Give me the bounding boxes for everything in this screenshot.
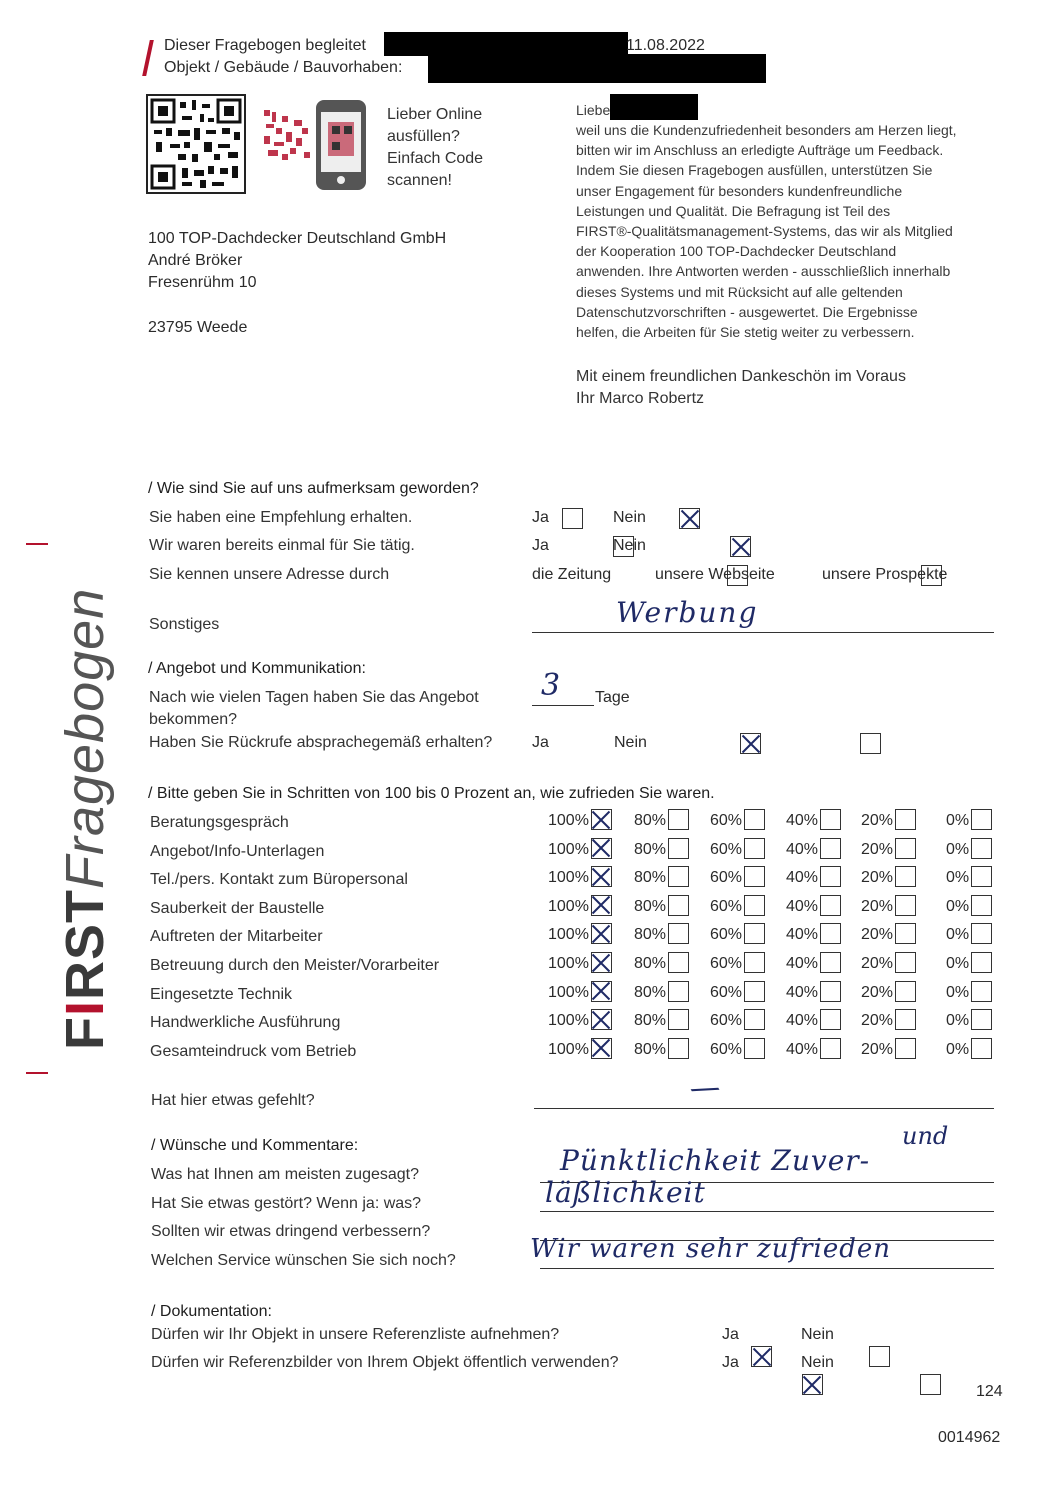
rating-option-label: 40%	[786, 926, 819, 944]
rating-option-label: 60%	[710, 869, 743, 887]
side-red-mark-bottom	[26, 1072, 48, 1074]
q1-empfehlung-ja-checkbox[interactable]	[562, 508, 583, 529]
header-date: 11.08.2022	[626, 37, 705, 54]
rating-option	[946, 955, 992, 973]
q4-answer-und[interactable]: und	[902, 1122, 949, 1150]
q4-line-2	[540, 1211, 994, 1212]
rating-checkbox[interactable]	[744, 952, 765, 973]
rating-checkbox[interactable]	[591, 1038, 612, 1059]
rating-checkbox[interactable]	[820, 1038, 841, 1059]
q4-zugesagt-label: Was hat Ihnen am meisten zugesagt?	[151, 1166, 419, 1183]
rating-checkbox[interactable]	[668, 866, 689, 887]
rating-checkbox[interactable]	[895, 923, 916, 944]
rating-checkbox[interactable]	[591, 923, 612, 944]
rating-option-label: 40%	[786, 869, 819, 887]
rating-option-label: 80%	[634, 869, 667, 887]
rating-option-label: 0%	[946, 955, 970, 973]
letter-salutation: Liebe	[576, 102, 611, 118]
q1-zeitung-label: die Zeitung	[532, 566, 612, 583]
redaction-object	[428, 54, 766, 83]
rating-option	[548, 898, 612, 916]
qr-hint-line: Einfach Code	[387, 150, 484, 167]
rating-option	[946, 898, 992, 916]
q1-bereits-label: Wir waren bereits einmal für Sie tätig.	[149, 537, 415, 554]
letter-line: helfen, die Arbeiten für Sie stetig weiter zu verbessern.	[576, 324, 915, 341]
rating-option-label: 100%	[548, 1012, 589, 1030]
rating-option-label: 20%	[861, 840, 894, 858]
rating-checkbox[interactable]	[668, 895, 689, 916]
rating-row	[0, 898, 970, 922]
q5-title: / Dokumentation:	[151, 1303, 272, 1320]
q5-referenzbilder-nein-label: Nein	[801, 1354, 834, 1371]
rating-row-label: Sauberkeit der Baustelle	[150, 899, 325, 917]
rating-option-label: 20%	[861, 898, 894, 916]
rating-option-label: 20%	[861, 1012, 894, 1030]
rating-checkbox[interactable]	[820, 838, 841, 859]
q5-referenzbilder-label: Dürfen wir Referenzbilder von Ihrem Objekt öffentlich verwenden?	[151, 1354, 619, 1371]
rating-option	[548, 984, 612, 1002]
q4-service-label: Welchen Service wünschen Sie sich noch?	[151, 1252, 456, 1269]
rating-checkbox[interactable]	[820, 952, 841, 973]
rating-row-label: Beratungsgespräch	[150, 814, 289, 831]
qr-hint-text	[387, 104, 483, 192]
q2-tage-line	[532, 705, 594, 706]
redaction-salutation	[610, 94, 698, 120]
rating-option	[786, 1012, 841, 1030]
rating-option	[861, 898, 916, 916]
rating-checkbox[interactable]	[820, 895, 841, 916]
rating-option	[710, 984, 765, 1002]
rating-option	[861, 1012, 916, 1030]
rating-option-label: 0%	[946, 840, 970, 858]
q5-referenzliste-label: Dürfen wir Ihr Objekt in unsere Referenzliste aufnehmen?	[151, 1326, 560, 1343]
rating-option-label: 40%	[786, 1012, 819, 1030]
rating-checkbox[interactable]	[971, 981, 992, 1002]
rating-checkbox[interactable]	[971, 838, 992, 859]
rating-checkbox[interactable]	[895, 809, 916, 830]
rating-row-label: Tel./pers. Kontakt zum Büropersonal	[150, 871, 408, 889]
rating-checkbox[interactable]	[591, 895, 612, 916]
rating-option-label: 0%	[946, 983, 970, 1001]
rating-option	[946, 841, 992, 859]
q1-bereits-ja-label: Ja	[532, 537, 549, 554]
header-line2: Objekt / Gebäude / Bauvorhaben:	[164, 59, 403, 76]
q2-rueckrufe-label: Haben Sie Rückrufe absprachegemäß erhalten?	[149, 734, 493, 751]
q5-referenzliste-nein-label: Nein	[801, 1326, 834, 1343]
redaction-name	[384, 32, 628, 56]
rating-option	[634, 841, 689, 859]
address-name: André Bröker	[148, 252, 243, 269]
rating-checkbox[interactable]	[668, 923, 689, 944]
rating-option-label: 0%	[946, 1012, 970, 1030]
rating-option	[861, 812, 916, 830]
rating-row	[0, 1012, 970, 1036]
rating-option	[786, 955, 841, 973]
letter-line: Indem Sie diesen Fragebogen ausfüllen, unterstützen Sie	[576, 162, 933, 179]
qr-hint-line: ausfüllen?	[387, 128, 460, 145]
rating-checkbox[interactable]	[971, 866, 992, 887]
rating-checkbox[interactable]	[591, 1009, 612, 1030]
letter-line: bitten wir im Anschluss an erledigte Aufträge um Feedback.	[576, 142, 944, 159]
q2-tage-unit: Tage	[595, 689, 630, 706]
rating-checkbox[interactable]	[895, 1009, 916, 1030]
rating-checkbox[interactable]	[971, 923, 992, 944]
phone-scan-icon	[262, 98, 372, 194]
q3-gefehlt-answer[interactable]: /	[687, 1076, 723, 1103]
rating-option	[548, 869, 612, 887]
rating-option	[786, 812, 841, 830]
rating-option	[710, 869, 765, 887]
rating-checkbox[interactable]	[895, 952, 916, 973]
rating-option-label: 80%	[634, 812, 667, 830]
q5-referenzliste-ja-label: Ja	[722, 1326, 739, 1343]
rating-option-label: 0%	[946, 869, 970, 887]
rating-checkbox[interactable]	[895, 866, 916, 887]
rating-option	[946, 869, 992, 887]
qr-code-graphic	[148, 96, 244, 192]
rating-option-label: 20%	[861, 955, 894, 973]
rating-option-label: 60%	[710, 983, 743, 1001]
rating-option-label: 40%	[786, 983, 819, 1001]
rating-row-label: Auftreten der Mitarbeiter	[150, 928, 323, 946]
rating-option-label: 20%	[861, 812, 894, 830]
rating-option-label: 100%	[548, 840, 589, 858]
q5-referenzbilder-nein-checkbox[interactable]	[920, 1374, 941, 1395]
rating-row	[0, 983, 970, 1008]
rating-option	[634, 812, 689, 830]
side-title-f: F	[55, 1016, 115, 1050]
q2-title: / Angebot und Kommunikation:	[148, 660, 366, 677]
rating-option	[946, 812, 992, 830]
rating-option-label: 40%	[786, 812, 819, 830]
rating-checkbox[interactable]	[744, 838, 765, 859]
q5-referenzliste-ja-checkbox[interactable]	[751, 1346, 772, 1367]
rating-option-label: 100%	[548, 1041, 589, 1059]
rating-checkbox[interactable]	[895, 838, 916, 859]
rating-checkbox[interactable]	[591, 838, 612, 859]
q1-empfehlung-label: Sie haben eine Empfehlung erhalten.	[149, 509, 413, 526]
side-red-mark-top	[26, 543, 48, 545]
letter-line: dieses Systems und mit Rücksicht auf alle geltenden	[576, 283, 903, 300]
rating-checkbox[interactable]	[971, 895, 992, 916]
rating-option-label: 80%	[634, 983, 667, 1001]
letter-line: anwenden. Ihre Antworten werden - ausschließlich innerhalb	[576, 263, 951, 280]
rating-checkbox[interactable]	[820, 1009, 841, 1030]
rating-option	[786, 984, 841, 1002]
rating-option	[786, 926, 841, 944]
address-company: 100 TOP-Dachdecker Deutschland GmbH	[148, 230, 447, 247]
q4-verbessern-label: Sollten wir etwas dringend verbessern?	[151, 1223, 431, 1240]
rating-option	[710, 1041, 765, 1059]
document-number: 0014962	[938, 1429, 1001, 1446]
rating-option-label: 100%	[548, 983, 589, 1001]
rating-option-label: 40%	[786, 955, 819, 973]
rating-option	[861, 841, 916, 859]
rating-option-label: 20%	[861, 926, 894, 944]
letter-line: Leistungen und Qualität. Die Befragung ist Teil des	[576, 202, 891, 219]
q2-rueckrufe-ja-label: Ja	[532, 734, 549, 751]
q4-answer-line2[interactable]: läßlichkeit	[545, 1176, 706, 1209]
rating-checkbox[interactable]	[591, 952, 612, 973]
rating-row-label: Eingesetzte Technik	[150, 985, 293, 1003]
rating-checkbox[interactable]	[668, 809, 689, 830]
rating-option-label: 100%	[548, 898, 589, 916]
rating-option-label: 0%	[946, 926, 970, 944]
rating-option-label: 80%	[634, 898, 667, 916]
rating-option-label: 60%	[710, 1041, 743, 1059]
rating-checkbox[interactable]	[744, 1038, 765, 1059]
rating-option	[946, 984, 992, 1002]
rating-option	[548, 926, 612, 944]
q2-tage-label-1: Nach wie vielen Tagen haben Sie das Angebot	[149, 689, 479, 706]
q2-rueckrufe-nein-checkbox[interactable]	[860, 733, 881, 754]
rating-option	[634, 1041, 689, 1059]
rating-option	[548, 1041, 612, 1059]
rating-option	[710, 841, 765, 859]
rating-option	[548, 812, 612, 830]
rating-row	[0, 926, 970, 950]
rating-option-label: 60%	[710, 955, 743, 973]
letter-line: der Kooperation 100 TOP-Dachdecker Deutschland	[576, 243, 897, 260]
rating-checkbox[interactable]	[971, 809, 992, 830]
qr-code[interactable]	[146, 94, 246, 194]
rating-checkbox[interactable]	[820, 923, 841, 944]
rating-checkbox[interactable]	[591, 809, 612, 830]
qr-hint-line: Lieber Online	[387, 106, 483, 123]
rating-option	[710, 955, 765, 973]
rating-option-label: 0%	[946, 1041, 970, 1059]
rating-option-label: 80%	[634, 1012, 667, 1030]
address-city: 23795 Weede	[148, 319, 248, 336]
rating-checkbox[interactable]	[895, 895, 916, 916]
q3-title: / Bitte geben Sie in Schritten von 100 bis 0 Prozent an, wie zufrieden Sie waren.	[148, 785, 715, 802]
rating-checkbox[interactable]	[668, 952, 689, 973]
q1-adresse-label: Sie kennen unsere Adresse durch	[149, 566, 390, 583]
q1-title: / Wie sind Sie auf uns aufmerksam geworden?	[148, 480, 479, 497]
rating-row-label: Gesamteindruck vom Betrieb	[150, 1042, 357, 1060]
q4-gestoert-label: Hat Sie etwas gestört? Wenn ja: was?	[151, 1195, 422, 1212]
rating-checkbox[interactable]	[591, 866, 612, 887]
rating-option	[786, 898, 841, 916]
q1-bereits-nein-label: Nein	[613, 537, 646, 554]
rating-option	[861, 926, 916, 944]
rating-option	[786, 841, 841, 859]
qr-hint-line: scannen!	[387, 172, 452, 189]
q2-tage-label-2: bekommen?	[149, 711, 238, 728]
rating-option-label: 40%	[786, 840, 819, 858]
rating-option	[786, 1041, 841, 1059]
rating-checkbox[interactable]	[744, 981, 765, 1002]
q1-sonstiges-answer[interactable]: Werbung	[616, 596, 759, 629]
q2-rueckrufe-ja-checkbox[interactable]	[740, 733, 761, 754]
rating-option	[634, 898, 689, 916]
q1-empfehlung-nein-label: Nein	[613, 509, 646, 526]
rating-option	[634, 984, 689, 1002]
rating-option-label: 40%	[786, 1041, 819, 1059]
rating-option-label: 20%	[861, 1041, 894, 1059]
rating-checkbox[interactable]	[744, 809, 765, 830]
rating-checkbox[interactable]	[971, 1009, 992, 1030]
rating-checkbox[interactable]	[668, 1038, 689, 1059]
rating-option	[861, 869, 916, 887]
letter-closing-1: Mit einem freundlichen Dankeschön im Voraus	[576, 368, 906, 385]
rating-option	[710, 926, 765, 944]
rating-option	[634, 869, 689, 887]
rating-row-label: Handwerkliche Ausführung	[150, 1014, 341, 1032]
rating-option-label: 80%	[634, 955, 667, 973]
letter-closing-2: Ihr Marco Robertz	[576, 390, 705, 407]
q3-gefehlt-line	[534, 1108, 994, 1109]
rating-checkbox[interactable]	[820, 866, 841, 887]
rating-option	[946, 1012, 992, 1030]
rating-checkbox[interactable]	[591, 981, 612, 1002]
rating-checkbox[interactable]	[971, 952, 992, 973]
q4-answer-line1[interactable]: Pünktlichkeit Zuver-	[560, 1144, 871, 1177]
rating-checkbox[interactable]	[971, 1038, 992, 1059]
rating-option	[634, 955, 689, 973]
rating-checkbox[interactable]	[668, 981, 689, 1002]
rating-row	[0, 869, 970, 893]
rating-row	[0, 812, 970, 836]
q5-referenzbilder-ja-checkbox[interactable]	[802, 1374, 823, 1395]
rating-row	[0, 1041, 970, 1065]
q4-answer-line3[interactable]: Wir waren sehr zufrieden	[530, 1234, 891, 1264]
side-title-i: I	[55, 999, 115, 1016]
rating-checkbox[interactable]	[820, 809, 841, 830]
rating-option	[548, 955, 612, 973]
letter-line: Datenschutzvorschriften - ausgewertet. Die Ergebnisse	[576, 303, 918, 320]
rating-option	[946, 1041, 992, 1059]
rating-checkbox[interactable]	[820, 981, 841, 1002]
rating-option-label: 60%	[710, 898, 743, 916]
q1-sonstiges-line	[532, 632, 994, 633]
letter-body	[576, 120, 1016, 342]
rating-option-label: 100%	[548, 869, 589, 887]
rating-checkbox[interactable]	[668, 1009, 689, 1030]
rating-checkbox[interactable]	[895, 1038, 916, 1059]
rating-option-label: 100%	[548, 926, 589, 944]
q4-line-4	[540, 1268, 994, 1269]
q1-prospekte-label: unsere Prospekte	[822, 566, 948, 583]
rating-row	[0, 840, 970, 865]
rating-row-label: Betreuung durch den Meister/Vorarbeiter	[150, 957, 440, 974]
rating-option-label: 100%	[548, 955, 589, 973]
q5-referenzbilder-ja-label: Ja	[722, 1354, 739, 1371]
rating-checkbox[interactable]	[668, 838, 689, 859]
rating-option-label: 60%	[710, 812, 743, 830]
q2-rueckrufe-nein-label: Nein	[614, 734, 647, 751]
rating-option	[861, 984, 916, 1002]
rating-option	[634, 926, 689, 944]
q1-webseite-label: unsere Webseite	[655, 566, 775, 583]
letter-line: unser Engagement für besonders kundenfreundliche	[576, 182, 903, 199]
rating-option-label: 0%	[946, 898, 970, 916]
rating-option	[634, 1012, 689, 1030]
q1-empfehlung-nein-checkbox[interactable]	[679, 508, 700, 529]
rating-checkbox[interactable]	[744, 895, 765, 916]
rating-row	[0, 955, 970, 979]
rating-checkbox[interactable]	[744, 866, 765, 887]
q1-empfehlung-ja-label: Ja	[532, 509, 549, 526]
rating-option-label: 20%	[861, 869, 894, 887]
q5-referenzliste-nein-checkbox[interactable]	[869, 1346, 890, 1367]
rating-row-label: Angebot/Info-Unterlagen	[150, 842, 325, 860]
rating-checkbox[interactable]	[744, 923, 765, 944]
q4-title: / Wünsche und Kommentare:	[151, 1137, 359, 1154]
rating-option	[861, 1041, 916, 1059]
rating-option-label: 60%	[710, 1012, 743, 1030]
q2-tage-answer[interactable]: 3	[541, 668, 561, 703]
letter-line: FIRST®-Qualitätsmanagement-Systems, das wir als Mitglied	[576, 223, 953, 240]
q1-sonstiges-label: Sonstiges	[149, 616, 220, 633]
rating-option	[710, 898, 765, 916]
header-line1: Dieser Fragebogen begleitet	[164, 37, 366, 54]
rating-option	[548, 841, 612, 859]
rating-option	[710, 812, 765, 830]
header-red-slash	[142, 40, 154, 76]
rating-checkbox[interactable]	[744, 1009, 765, 1030]
rating-option-label: 80%	[634, 840, 667, 858]
rating-option	[710, 1012, 765, 1030]
rating-option	[946, 926, 992, 944]
rating-option	[548, 1012, 612, 1030]
side-title-rst: RST	[55, 888, 115, 1000]
letter-line: weil uns die Kundenzufriedenheit besonders am Herzen liegt,	[576, 122, 957, 138]
q1-bereits-nein-checkbox[interactable]	[730, 536, 751, 557]
rating-option	[786, 869, 841, 887]
rating-option-label: 20%	[861, 983, 894, 1001]
rating-option-label: 60%	[710, 840, 743, 858]
rating-option-label: 60%	[710, 926, 743, 944]
page-number: 124	[976, 1383, 1003, 1400]
rating-option-label: 80%	[634, 1041, 667, 1059]
q3-gefehlt-label: Hat hier etwas gefehlt?	[151, 1092, 315, 1109]
rating-option-label: 100%	[548, 812, 589, 830]
rating-option	[861, 955, 916, 973]
rating-option-label: 40%	[786, 898, 819, 916]
rating-checkbox[interactable]	[895, 981, 916, 1002]
side-title-rest: Fragebogen	[55, 587, 115, 889]
address-street: Fresenrühm 10	[148, 274, 257, 291]
rating-option-label: 0%	[946, 812, 970, 830]
rating-option-label: 80%	[634, 926, 667, 944]
